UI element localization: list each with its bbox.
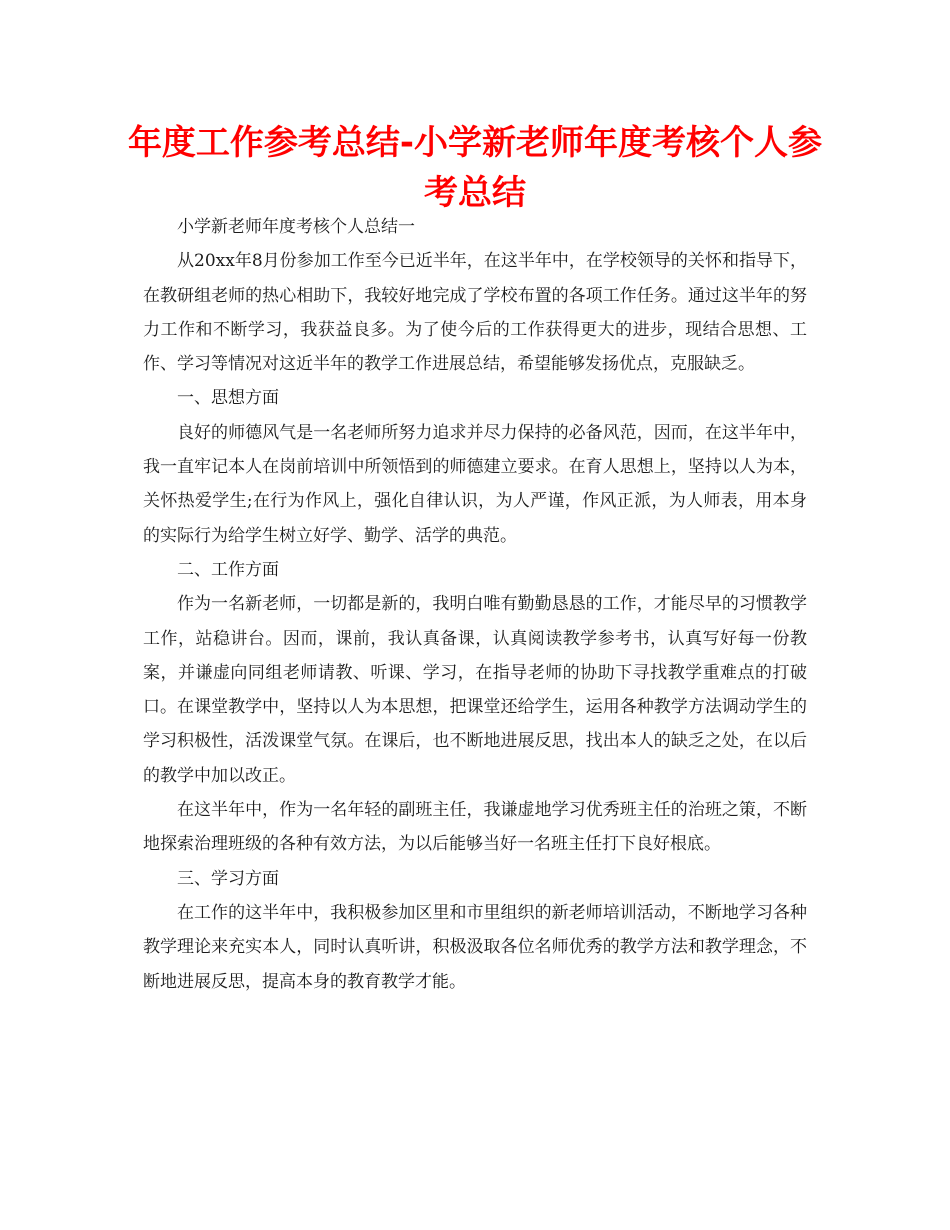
document-title: 年度工作参考总结-小学新老师年度考核个人参考总结 [127,123,823,213]
subtitle-paragraph: 小学新老师年度考核个人总结一 [177,217,415,237]
section-heading-thought: 一、思想方面 [177,388,279,409]
section-heading-study: 三、学习方面 [177,868,279,889]
section-heading-work: 二、工作方面 [177,559,279,580]
document-body [143,210,807,999]
thought-paragraph: 良好的师德风气是一名老师所努力追求并尽力保持的必备风范，因而，在这半年中，我一直牢记本人在岗前培训中所领悟到的师德建立要求。在育人思想上，坚持以人为本，关怀热爱学生;在行为作风上，强化自律认识，为人严谨，作风正派，为人师表，用本身的实际行为给学生树立好学、勤学、活学的典范。 [143,422,807,546]
class-teacher-paragraph: 在这半年中，作为一名年轻的副班主任，我谦虚地学习优秀班主任的治班之策，不断地探索治理班级的各种有效方法，为以后能够当好一名班主任打下良好根底。 [143,800,807,855]
work-paragraph: 作为一名新老师，一切都是新的，我明白唯有勤勤恳恳的工作，才能尽早的习惯教学工作，站稳讲台。因而，课前，我认真备课，认真阅读教学参考书，认真写好每一份教案，并谦虚向同组老师请教、听课、学习，在指导老师的协助下寻找教学重难点的打破口。在课堂教学中，坚持以人为本思想，把课堂还给学生，运用各种教学方法调动学生的学习积极性，活泼课堂气氛。在课后，也不断地进展反思，找出本人的缺乏之处，在以后的教学中加以改正。 [143,594,807,786]
study-paragraph: 在工作的这半年中，我积极参加区里和市里组织的新老师培训活动，不断地学习各种教学理论来充实本人，同时认真听讲，积极汲取各位名师优秀的教学方法和教学理念，不断地进展反思，提高本身的教育教学才能。 [143,902,807,992]
intro-paragraph: 从20xx年8月份参加工作至今已近半年，在这半年中，在学校领导的关怀和指导下，在教研组老师的热心相助下，我较好地完成了学校布置的各项工作任务。通过这半年的努力工作和不断学习，我获益良多。为了使今后的工作获得更大的进步，现结合思想、工作、学习等情况对这近半年的教学工作进展总结，希望能够发扬优点，克服缺乏。 [143,251,807,375]
